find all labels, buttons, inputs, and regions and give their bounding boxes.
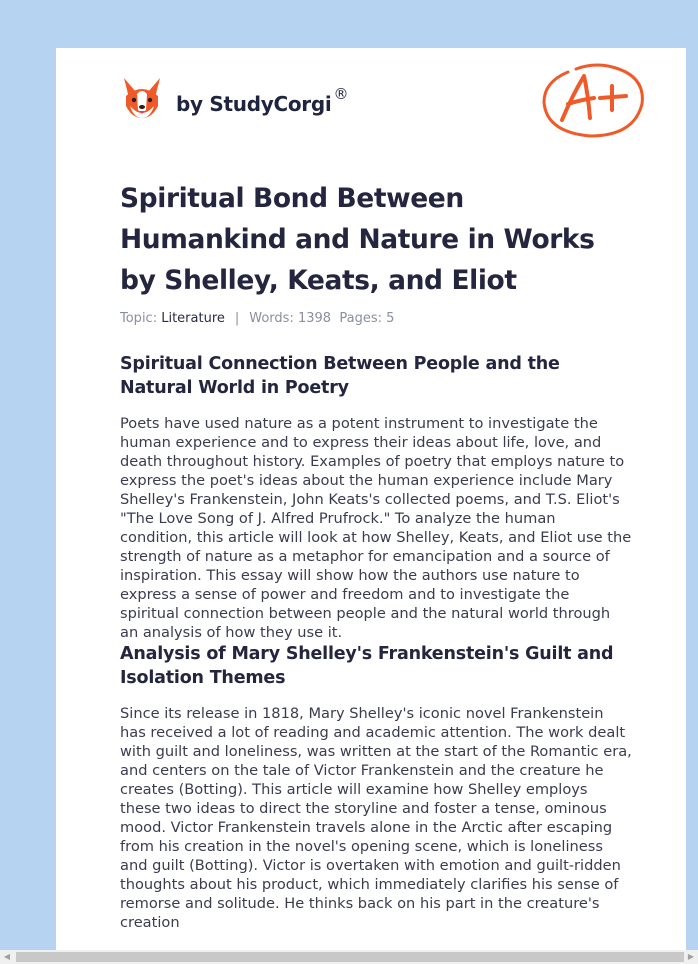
scroll-left-icon[interactable]: ◀ (3, 952, 11, 961)
section-paragraph: Poets have used nature as a potent instrument to investigate the human experience and to express their ideas about life, love, and death throughout history. Examples of poetry that employs nature to express the poet's ideas about the human experience include Mary Shelley's Frankenstein, John Keats's collected poems, and T.S. Eliot's "The Love Song of J. Alfred Prufrock." To analyze the human condition, this article will look at how Shelley, Keats, and Eliot use the strength of nature as a metaphor for emancipation and a source of inspiration. This essay will show how the authors use nature to express a sense of power and freedom and to investigate the spiritual connection between people and the natural world through an analysis of how they use it. (120, 415, 632, 641)
section-heading: Analysis of Mary Shelley's Frankenstein's Guilt and Isolation Themes (120, 644, 614, 688)
pages-label: Pages: (339, 311, 382, 326)
section-paragraph: Since its release in 1818, Mary Shelley's iconic novel Frankenstein has received a lot of reading and academic attention. The work dealt with guilt and loneliness, was written at the start of the Romantic era, and centers on the tale of Victor Frankenstein and the creature he creates (Botting). This article will examine how Shelley employs these two ideas to direct the storyline and foster a tense, ominous mood. Victor Frankenstein travels alone in the Arctic after escaping from his creation in the novel's opening scene, which is loneliness and guilt (Botting). Victor is overtaken with emotion and guilt-ridden thoughts about his product, which immediately clarifies his sense of remorse and solitude. He thinks back on his part in the creature's creation (120, 705, 632, 931)
corgi-icon (122, 76, 162, 120)
topic-label: Topic: (120, 311, 158, 326)
document-page (56, 48, 686, 950)
article (120, 178, 632, 932)
scroll-right-icon[interactable]: ▶ (687, 952, 695, 961)
scrollbar-thumb[interactable] (16, 952, 684, 962)
words-count: 1398 (297, 311, 332, 326)
article-title: Spiritual Bond Between Humankind and Nature in Works by Shelley, Keats, and Eliot (120, 183, 595, 296)
article-meta (120, 311, 632, 326)
pages-count: 5 (386, 311, 395, 326)
registered-mark: ® (333, 85, 349, 103)
studycorgi-logo[interactable] (122, 76, 348, 120)
a-plus-grade-badge (538, 60, 648, 140)
words-label: Words: (249, 311, 294, 326)
horizontal-scrollbar[interactable] (0, 950, 698, 964)
section-heading: Spiritual Connection Between People and the Natural World in Poetry (120, 354, 560, 398)
brand-name: by StudyCorgi ® (176, 85, 349, 116)
topic-link[interactable]: Literature (161, 311, 225, 326)
meta-separator: | (234, 311, 240, 326)
